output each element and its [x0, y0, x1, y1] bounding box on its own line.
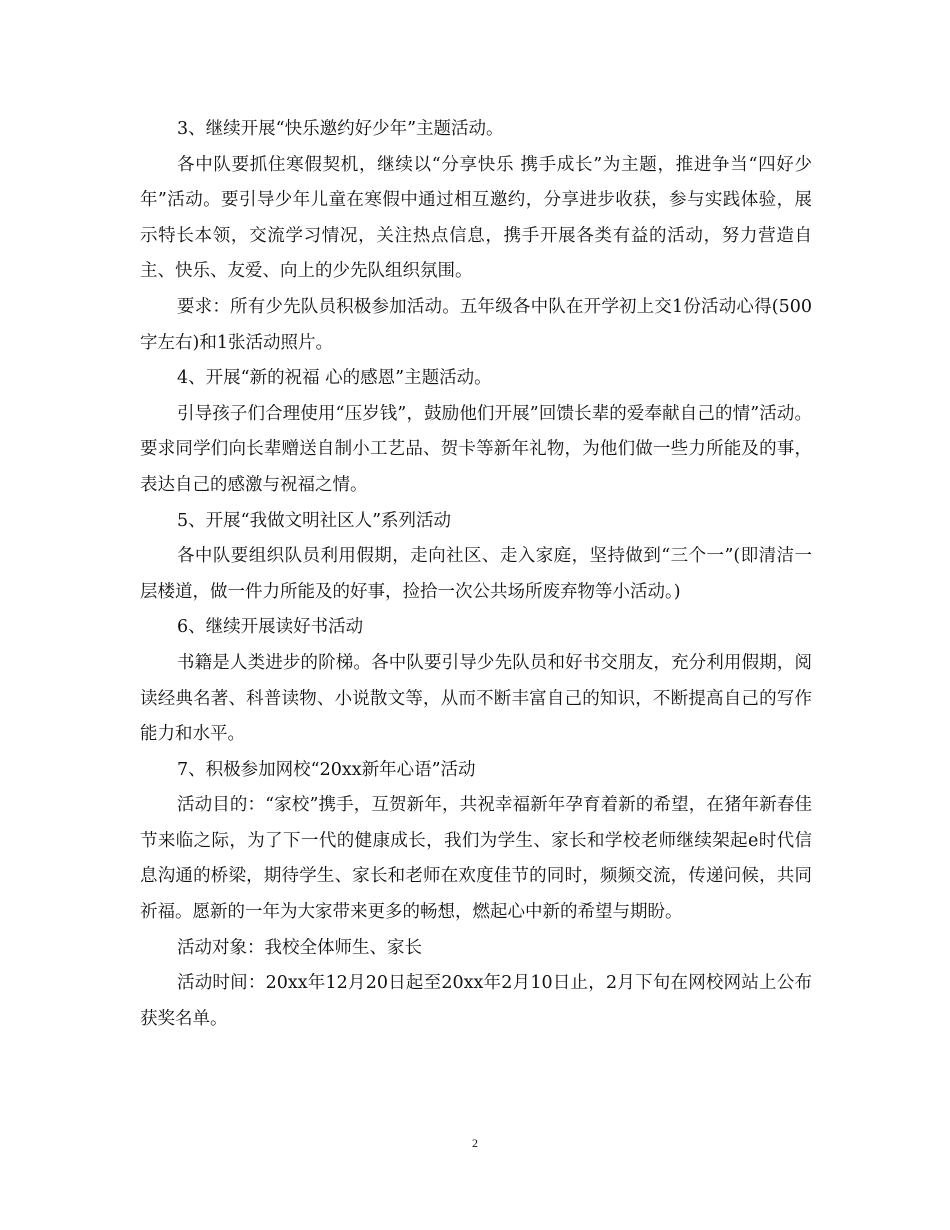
paragraph: 各中队要抓住寒假契机，继续以“分享快乐 携手成长”为主题，推进争当“四好少年”活动。要引导少年儿童在寒假中通过相互邀约，分享进步收获，参与实践体验，展示特长本领，交流学习情况，关注热点信息，携手开展各类有益的活动，努力营造自主、快乐、友爱、向上的少先队组织氛围。 — [140, 154, 812, 282]
paragraph: 引导孩子们合理使用“压岁钱”，鼓励他们开展”回馈长辈的爱奉献自己的情”活动。要求同学们向长辈赠送自制小工艺品、贺卡等新年礼物，为他们做一些力所能及的事，表达自己的感激与祝福之情。 — [140, 403, 812, 495]
heading-item-5: 5、开展“我做文明社区人”系列活动 — [177, 510, 452, 531]
paragraph: 活动对象：我校全体师生、家长 — [177, 937, 422, 958]
heading-item-6: 6、继续开展读好书活动 — [177, 617, 364, 638]
document-body — [140, 112, 812, 1037]
paragraph: 各中队要组织队员利用假期，走向社区、走入家庭，坚持做到“三个一”(即清洁一层楼道，做一件力所能及的好事，捡拾一次公共场所废弃物等小活动。) — [140, 546, 812, 602]
paragraph: 要求：所有少先队员积极参加活动。五年级各中队在开学初上交1份活动心得(500字左右)和1张活动照片。 — [140, 296, 812, 353]
page-number: 2 — [472, 1136, 478, 1150]
heading-item-4: 4、开展“新的祝福 心的感恩”主题活动。 — [177, 368, 492, 389]
paragraph: 书籍是人类进步的阶梯。各中队要引导少先队员和好书交朋友，充分利用假期，阅读经典名著、科普读物、小说散文等，从而不断丰富自己的知识，不断提高自己的写作能力和水平。 — [140, 652, 812, 745]
paragraph: 活动目的：“家校”携手，互贺新年，共祝幸福新年孕育着新的希望，在猪年新春佳节来临之际，为了下一代的健康成长，我们为学生、家长和学校老师继续架起e时代信息沟通的桥梁，期待学生、家长和老师在欢度佳节的同时，频频交流，传递问候，共同祈福。愿新的一年为大家带来更多的畅想，燃起心中新的希望与期盼。 — [140, 795, 812, 923]
paragraph: 活动时间：20xx年12月20日起至20xx年2月10日止，2月下旬在网校网站上公布获奖名单。 — [140, 973, 812, 1029]
heading-item-7: 7、积极参加网校“20xx新年心语”活动 — [177, 759, 476, 780]
heading-item-3: 3、继续开展“快乐邀约好少年”主题活动。 — [177, 119, 504, 139]
